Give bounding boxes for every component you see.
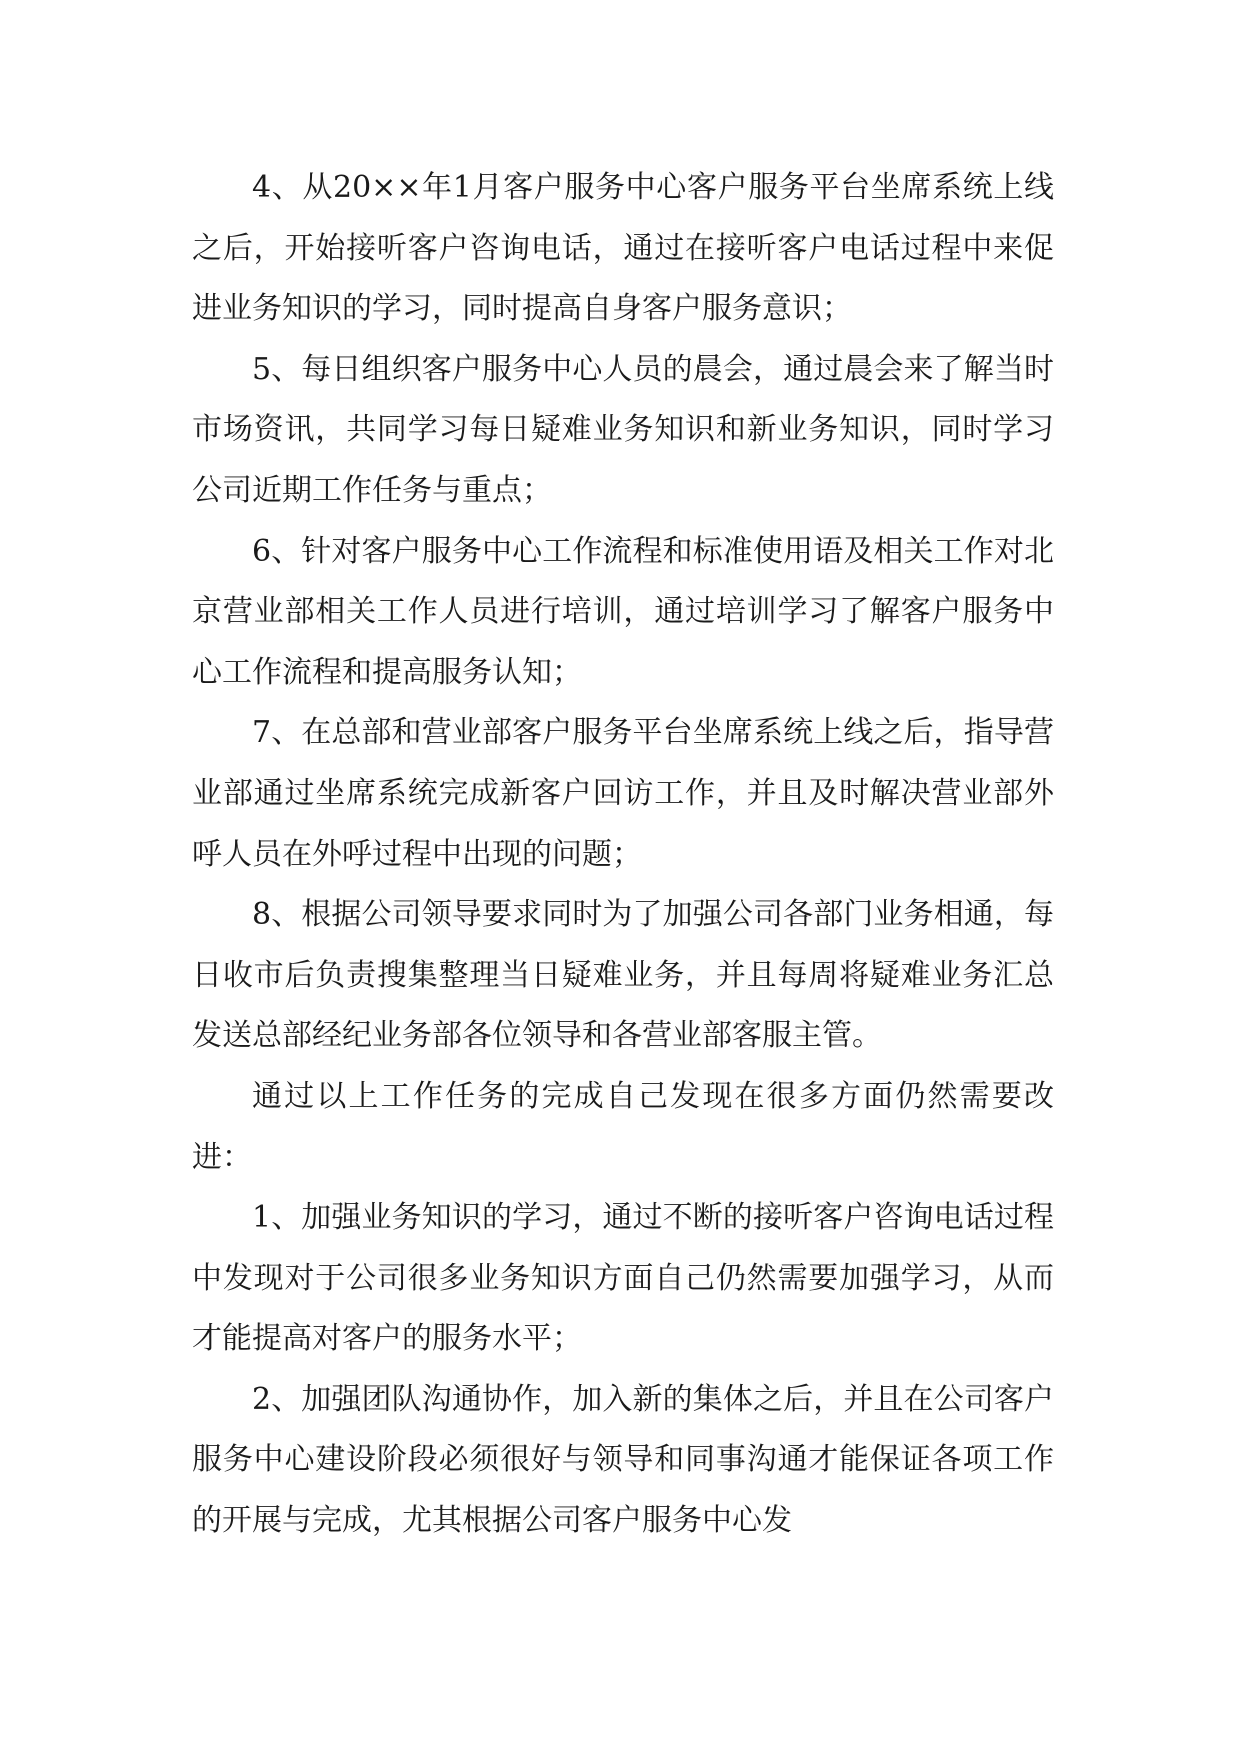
- paragraph-improvement-2: 2、加强团队沟通协作，加入新的集体之后，并且在公司客户服务中心建设阶段必须很好与领导和同事沟通才能保证各项工作的开展与完成，尤其根据公司客户服务中心发: [192, 1381, 1054, 1539]
- paragraph-item-4: 4、从20××年1月客户服务中心客户服务平台坐席系统上线之后，开始接听客户咨询电话，通过在接听客户电话过程中来促进业务知识的学习，同时提高自身客户服务意识；: [192, 170, 1054, 327]
- paragraph-item-5: 5、每日组织客户服务中心人员的晨会，通过晨会来了解当时市场资讯，共同学习每日疑难业务知识和新业务知识，同时学习公司近期工作任务与重点；: [192, 351, 1054, 508]
- paragraph-summary: 通过以上工作任务的完成自己发现在很多方面仍然需要改进：: [192, 1078, 1054, 1175]
- paragraph-item-6: 6、针对客户服务中心工作流程和标准使用语及相关工作对北京营业部相关工作人员进行培训，通过培训学习了解客户服务中心工作流程和提高服务认知；: [192, 533, 1054, 690]
- paragraph-item-8: 8、根据公司领导要求同时为了加强公司各部门业务相通，每日收市后负责搜集整理当日疑难业务，并且每周将疑难业务汇总发送总部经纪业务部各位领导和各营业部客服主管。: [192, 897, 1054, 1054]
- paragraph-item-7: 7、在总部和营业部客户服务平台坐席系统上线之后，指导营业部通过坐席系统完成新客户回访工作，并且及时解决营业部外呼人员在外呼过程中出现的问题；: [192, 715, 1054, 872]
- paragraph-improvement-1: 1、加强业务知识的学习，通过不断的接听客户咨询电话过程中发现对于公司很多业务知识方面自己仍然需要加强学习，从而才能提高对客户的服务水平；: [192, 1200, 1054, 1357]
- document-body: [192, 158, 1054, 1552]
